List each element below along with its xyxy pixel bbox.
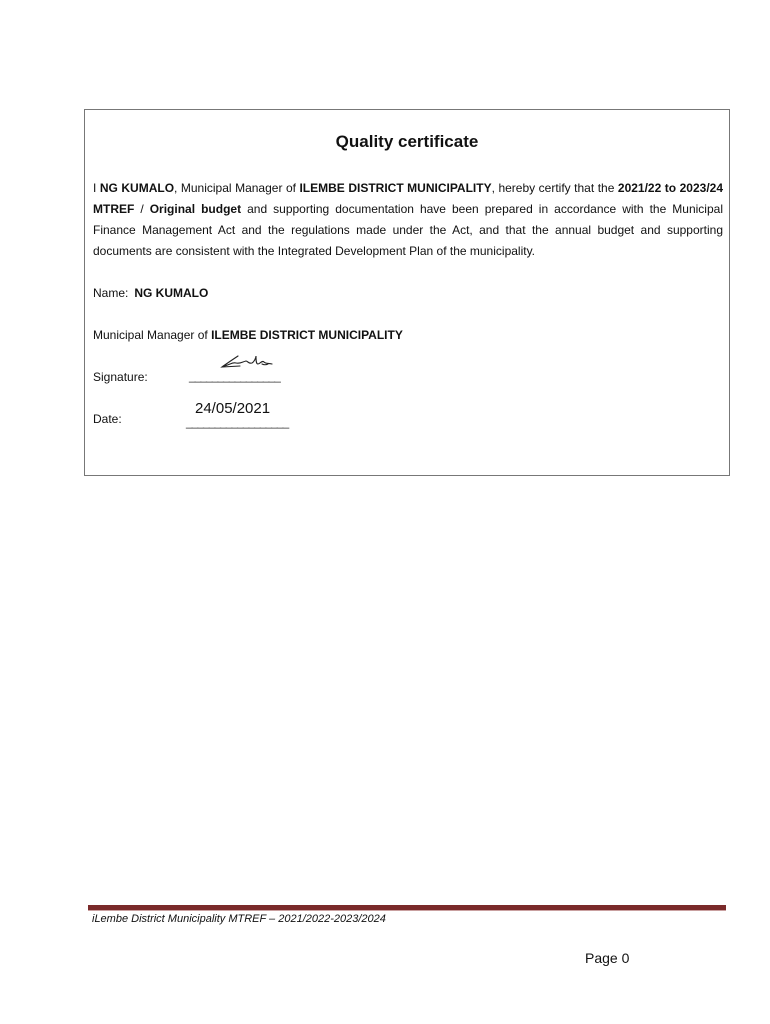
certificate-box <box>84 109 730 476</box>
date-value: 24/05/2021 <box>195 400 271 417</box>
signature-label: Signature: <box>93 370 148 384</box>
manager-municipality: ILEMBE DISTRICT MUNICIPALITY <box>211 328 403 342</box>
statement-municipality: ILEMBE DISTRICT MUNICIPALITY <box>299 181 492 195</box>
statement-period: 2021/22 to 2023/24 MTREF <box>93 181 724 216</box>
statement-text-2: , Municipal Manager of <box>174 181 300 195</box>
statement-text-4: / <box>134 202 150 216</box>
footer-text: iLembe District Municipality MTREF – 2021/2022-2023/2024 <box>92 913 386 925</box>
footer-rule <box>88 905 726 911</box>
manager-prefix: Municipal Manager of <box>93 328 208 342</box>
statement-budget-type: Original budget <box>149 202 242 216</box>
date-label: Date: <box>93 412 122 426</box>
manager-line <box>93 328 403 342</box>
statement-text-1: I <box>93 181 100 195</box>
name-line <box>93 286 208 300</box>
certificate-statement <box>93 178 723 262</box>
name-value: NG KUMALO <box>134 286 209 300</box>
date-line: __________________ <box>186 415 289 429</box>
statement-manager-name: NG KUMALO <box>99 181 175 195</box>
page-number: Page 0 <box>585 950 630 966</box>
certificate-title: Quality certificate <box>335 132 479 151</box>
statement-text-3: , hereby certify that the <box>491 181 618 195</box>
statement-text-5: and supporting documentation have been prepared in accordance with the Municipal Finance Management Act and the regulations made under the Act, and that the annual budget and supporting documents are consistent with the Integrated Development Plan of the municipality. <box>93 202 723 258</box>
signature-line: ________________ <box>189 369 280 383</box>
name-label: Name: <box>93 286 129 300</box>
